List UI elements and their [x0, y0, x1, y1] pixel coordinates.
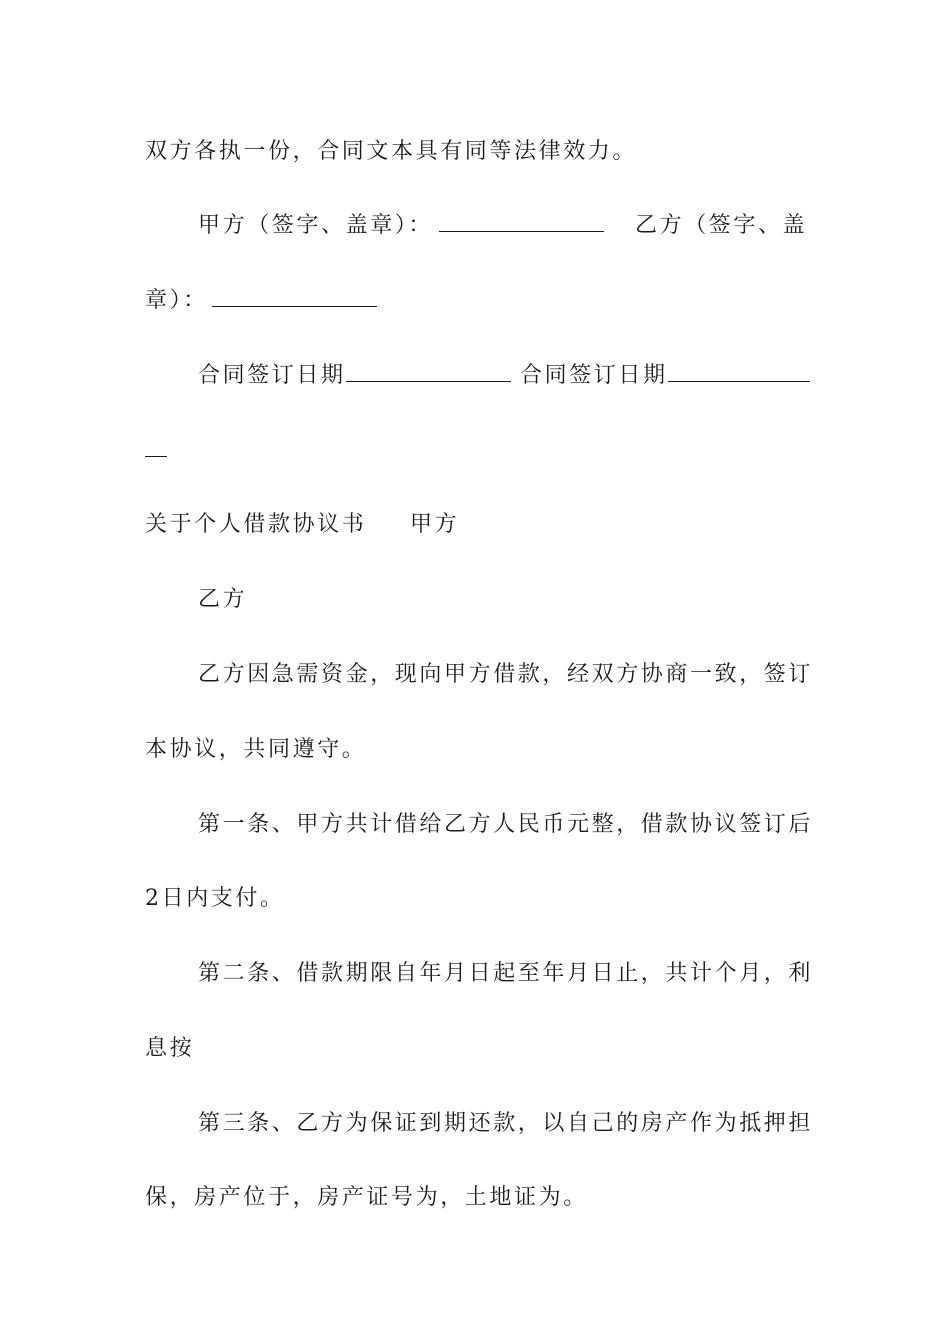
- paragraph-line: 乙方因急需资金，现向甲方借款，经双方协商一致，签订: [198, 662, 814, 687]
- signing-date-line-a: [198, 361, 511, 391]
- signing-date-line-b: [520, 361, 810, 391]
- paragraph-line: 双方各执一份，合同文本具有同等法律效力。: [145, 139, 638, 164]
- party-a-label: 甲方: [410, 512, 460, 537]
- clause-three-line: 第三条、乙方为保证到期还款，以自己的房产作为抵押担: [198, 1111, 814, 1136]
- party-b-signature-label: 章）：: [145, 288, 208, 313]
- signature-line-party-b: 乙方（签字、盖: [635, 213, 808, 238]
- clause-two-line: 息按: [145, 1036, 195, 1061]
- agreement-title: 关于个人借款协议书: [145, 512, 367, 537]
- clause-one-line: 第一条、甲方共计借给乙方人民币元整，借款协议签订后: [198, 812, 814, 837]
- clause-one-line: 2日内支付。: [145, 886, 285, 911]
- paragraph-line: 本协议，共同遵守。: [145, 737, 367, 762]
- signature-line-party-b-cont: [145, 286, 377, 316]
- clause-three-line: 保，房产位于，房产证号为，土地证为。: [145, 1185, 588, 1210]
- party-b-label: 乙方: [198, 587, 248, 612]
- blank-overflow: [145, 436, 167, 457]
- signing-date-label-b: 合同签订日期: [520, 363, 668, 388]
- signature-line-party-a: [198, 211, 604, 241]
- clause-two-line: 第二条、借款期限自年月日起至年月日止，共计个月，利: [198, 961, 814, 986]
- party-a-signature-label: 甲方（签字、盖章）：: [198, 213, 434, 238]
- signing-date-blank-b[interactable]: [668, 361, 810, 382]
- signing-date-blank-continued: [145, 436, 167, 466]
- signing-date-blank-a[interactable]: [346, 361, 511, 382]
- signing-date-label-a: 合同签订日期: [198, 363, 346, 388]
- party-b-signature-blank[interactable]: [212, 286, 377, 307]
- party-a-signature-blank[interactable]: [439, 211, 604, 232]
